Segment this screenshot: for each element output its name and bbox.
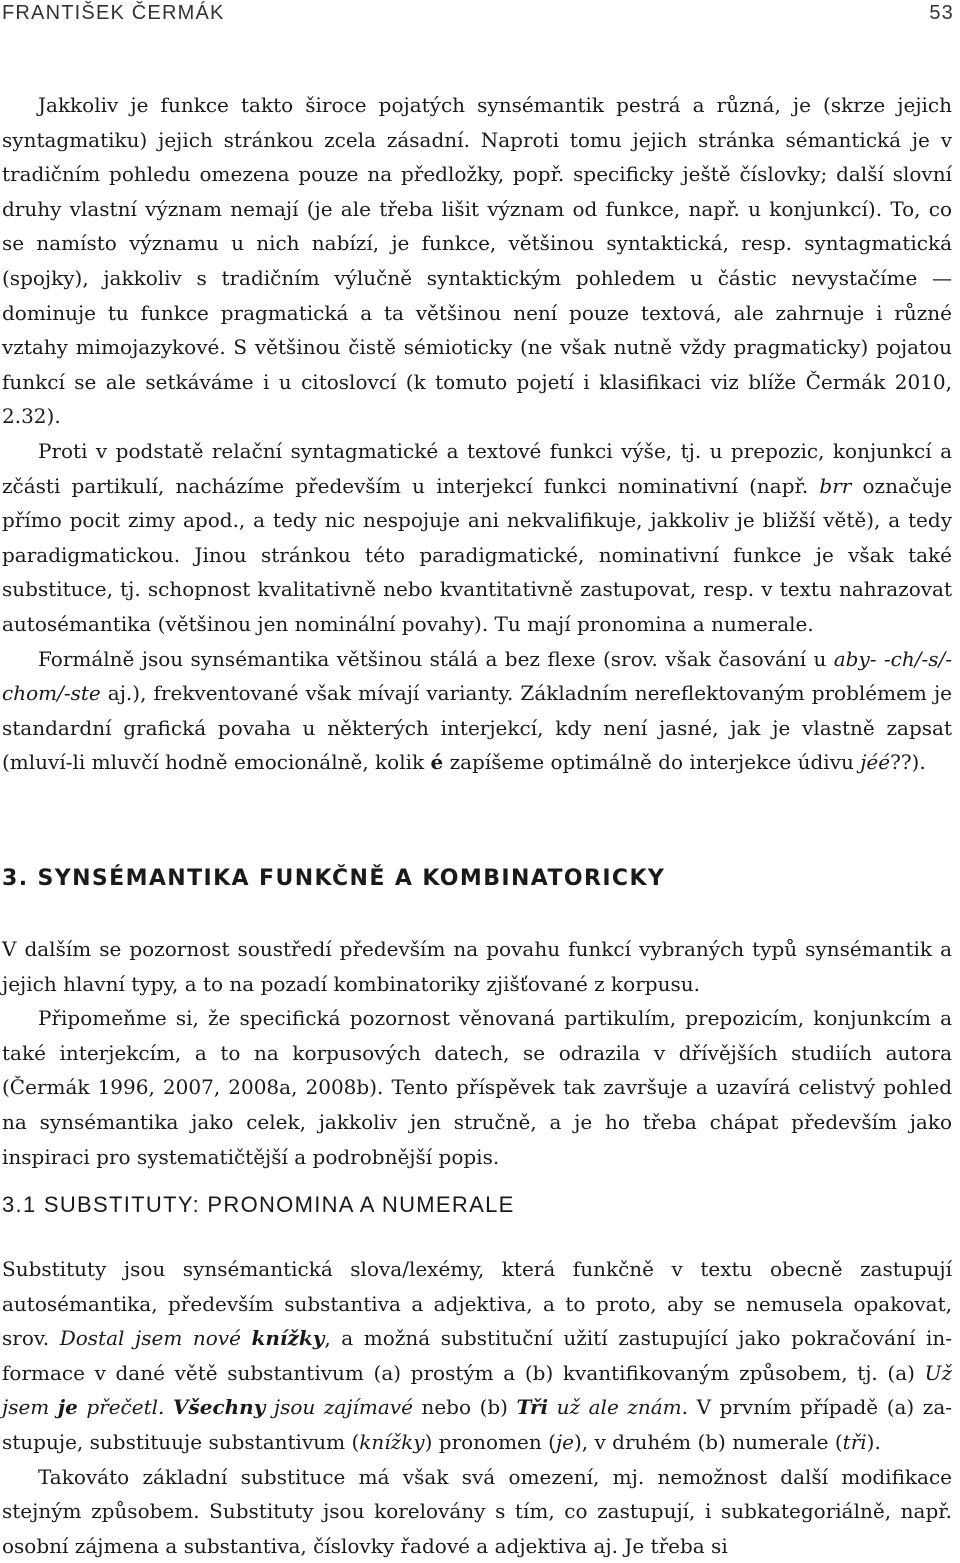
- example-italic: Už jsem: [2, 1360, 952, 1420]
- text-run: ??).: [890, 750, 926, 775]
- example-bold-italic: Tři: [516, 1395, 549, 1420]
- example-italic: knížky: [359, 1429, 425, 1454]
- paragraph: Připomeňme si, že specifická pozornost věnovaná partikulím, prepozicím, konjunkcím a také interjekcím, a to na korpusových datech, se odrazila v dřívějších studiích autora (Čermák 1996, 2007, 2008a, 2008b). Tento příspěvek tak završuje a uzavírá celistvý pohled na synsémantika jako celek, jakkoliv jen stručně, a je ho třeba chápat především jako inspiraci pro systematičtější a podrobnější popis.: [2, 1006, 952, 1169]
- text-run: ) pronomen (: [424, 1429, 556, 1454]
- text-run: , a možná substituční užití zastupující jako pokračování informace v dané větě substantivum (a) prostým a (b) kvantifikovaným způsobem, tj. (a): [2, 1326, 952, 1385]
- paragraph: V dalším se pozornost soustředí především na povahu funkcí vybraných typů synsémantik a jejich hlavní typy, a to na pozadí kombinatoriky zjišťované z korpusu.: [2, 937, 952, 996]
- text-run: aj.), frekventované však mívají varianty. Základním nereflektovaným problémem je standardní grafická povaha u některých interjekcí, kdy není jasné, jak je vlastně zapsat (mluví-li mluvčí hodně emocionálně, kolik: [2, 681, 952, 775]
- page-number: 53: [929, 2, 954, 24]
- running-header-author: FRANTIŠEK ČERMÁK: [2, 2, 225, 24]
- example-italic: aby- -ch/-s/-chom/-ste: [2, 646, 952, 706]
- intro-text-block: [2, 88, 952, 780]
- running-header: [0, 2, 954, 32]
- text-run: ), v druhém (b) numerale (: [573, 1429, 843, 1454]
- example-italic: už ale znám: [548, 1395, 682, 1420]
- text-run: Substituty jsou synsémantická slova/lexémy, která funkčně v textu obecně zastupují autosémantika, především substantiva a adjektiva, a to proto, aby se nemusela opakovat, srov.: [2, 1257, 952, 1351]
- paragraph: Takováto základní substituce má však svá omezení, mj. nemožnost další modifikace stejným způsobem. Substituty jsou korelovány s tím, co zastupují, i subkategoriálně, např. osobní zájmena a substantiva, číslovky řadové a adjektiva aj. Je třeba si: [2, 1464, 952, 1558]
- example-italic: brr: [819, 473, 852, 498]
- example-italic: jéé: [860, 750, 891, 775]
- example-bold: é: [430, 750, 444, 775]
- text-run: zapíšeme optimálně do interjekce údivu: [443, 750, 861, 775]
- text-run: nebo (b): [412, 1395, 517, 1420]
- paragraph: [2, 1252, 952, 1460]
- text-run: . V prvním případě (a) zastupuje, substituuje substantivum (: [2, 1395, 953, 1454]
- text-run: ).: [866, 1429, 881, 1454]
- subsection-text-block: [2, 1252, 952, 1563]
- example-bold-italic: Všechny: [172, 1395, 266, 1420]
- example-italic: Dostal jsem nové: [59, 1326, 252, 1351]
- example-italic: jsou zajímavé: [265, 1395, 413, 1420]
- paragraph: [2, 642, 952, 780]
- text-run: Jakkoliv je funkce takto široce pojatých synsémantik pestrá a různá, je (skrze jejich syntagmatiku) jejich stránkou zcela zásadní. Naproti tomu jejich stránka sémantická je v tradičním pohledu omezena pouze na předložky, popř. specificky ještě číslovky; další slovní druhy vlastní význam nemají (je ale třeba lišit význam od funkce, např. u konjunkcí). To, co se namísto významu u nich nabízí, je funkce, většinou syntaktická, resp. syntagmatická (spojky), jakkoliv s tradičním výlučně syntaktickým pohledem u částic nevystačíme — dominuje tu funkce pragmatická a ta většinou není pouze textová, ale zahrnuje i různé vztahy mimojazykové. S většinou čistě sémioticky (ne však nutně vždy pragmaticky) pojatou funkcí se ale setkáváme i u citoslovcí (k tomuto pojetí i klasifikaci viz blíže Čermák 2010, 2.32).: [2, 93, 952, 429]
- text-run: Proti v podstatě relační syntagmatické a textové funkci výše, tj. u prepozic, konjunkcí a zčásti partikulí, nacházíme především u interjekcí funkci nominativní (např.: [2, 438, 952, 498]
- example-bold-italic: je: [57, 1395, 78, 1420]
- text-run: označuje přímo pocit zimy apod., a tedy nic nespojuje ani nekvalifikuje, jakkoliv je bližší větě), a tedy paradigmatickou. Jinou stránkou této paradigmatické, nominativní funkce je však také substituce, tj. schopnost kvalitativně nebo kvantitativně zastupovat, resp. v textu nahrazovat autosémantika (většinou jen nominální povahy). Tu mají pronomina a numerale.: [2, 473, 953, 636]
- section-heading: 3. SYNSÉMANTIKA FUNKČNĚ A KOMBINATORICKY: [2, 866, 666, 891]
- example-italic: tři: [842, 1429, 867, 1454]
- example-italic: je: [555, 1429, 574, 1454]
- example-bold-italic: knížky: [251, 1326, 325, 1351]
- section-text-block: [2, 932, 952, 1174]
- paragraph: [2, 434, 952, 642]
- example-italic: přečetl.: [77, 1395, 173, 1420]
- subsection-heading: 3.1 SUBSTITUTY: PRONOMINA A NUMERALE: [2, 1192, 515, 1217]
- text-run: Formálně jsou synsémantika většinou stálá a bez flexe (srov. však časování u: [38, 646, 834, 671]
- paragraph: [2, 88, 952, 434]
